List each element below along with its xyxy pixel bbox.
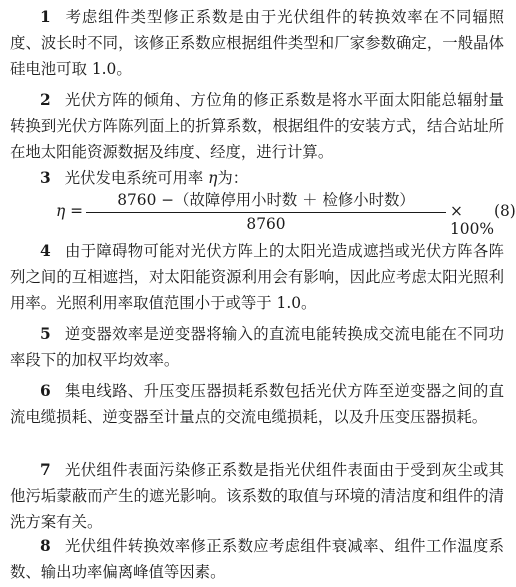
availability-formula [56, 188, 516, 238]
paragraph-number: 4 [40, 242, 51, 260]
paragraph-suffix: 为： [217, 169, 249, 187]
eta-symbol: η [208, 169, 218, 187]
paragraph-text: 逆变器效率是逆变器将输入的直流电能转换成交流电能在不同功率段下的加权平均效率。 [10, 325, 504, 369]
paragraph-6 [10, 378, 504, 430]
fraction-bar [86, 212, 446, 213]
formula-numerator: 8760 −（故障停用小时数 ＋ 检修小时数） [117, 191, 415, 209]
equation-number: (8) [494, 202, 516, 220]
paragraph-1 [10, 4, 504, 82]
formula-fraction [86, 188, 446, 233]
paragraph-number: 2 [40, 91, 51, 109]
paragraph-4 [10, 238, 504, 316]
paragraph-text: 集电线路、升压变压器损耗系数包括光伏方阵至逆变器之间的直流电缆损耗、逆变器至计量点的交流电缆损耗，以及升压变压器损耗。 [10, 382, 504, 426]
paragraph-number: 6 [40, 382, 51, 400]
paragraph-number: 1 [40, 8, 51, 26]
paragraph-number: 7 [40, 461, 51, 479]
paragraph-text: 光伏方阵的倾角、方位角的修正系数是将水平面太阳能总辐射量转换到光伏方阵陈列面上的折算系数，根据组件的安装方式，结合站址所在地太阳能资源数据及纬度、经度，进行计算。 [10, 91, 504, 161]
paragraph-number: 5 [40, 325, 51, 343]
paragraph-text: 光伏组件转换效率修正系数应考虑组件衰减率、组件工作温度系数、输出功率偏离峰值等因素。 [10, 537, 504, 581]
paragraph-5 [10, 321, 504, 373]
paragraph-8 [10, 533, 504, 585]
paragraph-text: 光伏发电系统可用率 [64, 169, 204, 187]
formula-rhs: × 100% [450, 202, 495, 238]
paragraph-2 [10, 87, 504, 165]
paragraph-number: 3 [40, 169, 51, 187]
paragraph-text: 光伏组件表面污染修正系数是指光伏组件表面由于受到灰尘或其他污垢蒙蔽而产生的遮光影响。该系数的取值与环境的清洁度和组件的清洗方案有关。 [10, 461, 504, 531]
formula-denominator: 8760 [246, 215, 286, 233]
paragraph-text: 考虑组件类型修正系数是由于光伏组件的转换效率在不同辐照度、波长时不同，该修正系数应根据组件类型和厂家参数确定，一般晶体硅电池可取 1.0。 [10, 8, 504, 78]
paragraph-text: 由于障碍物可能对光伏方阵上的太阳光造成遮挡或光伏方阵各阵列之间的互相遮挡，对太阳能资源利用会有影响，因此应考虑太阳光照利用率。光照利用率取值范围小于或等于 1.0。 [10, 242, 504, 312]
formula-lhs: η = [56, 202, 84, 220]
paragraph-number: 8 [40, 537, 51, 555]
paragraph-7 [10, 457, 504, 535]
